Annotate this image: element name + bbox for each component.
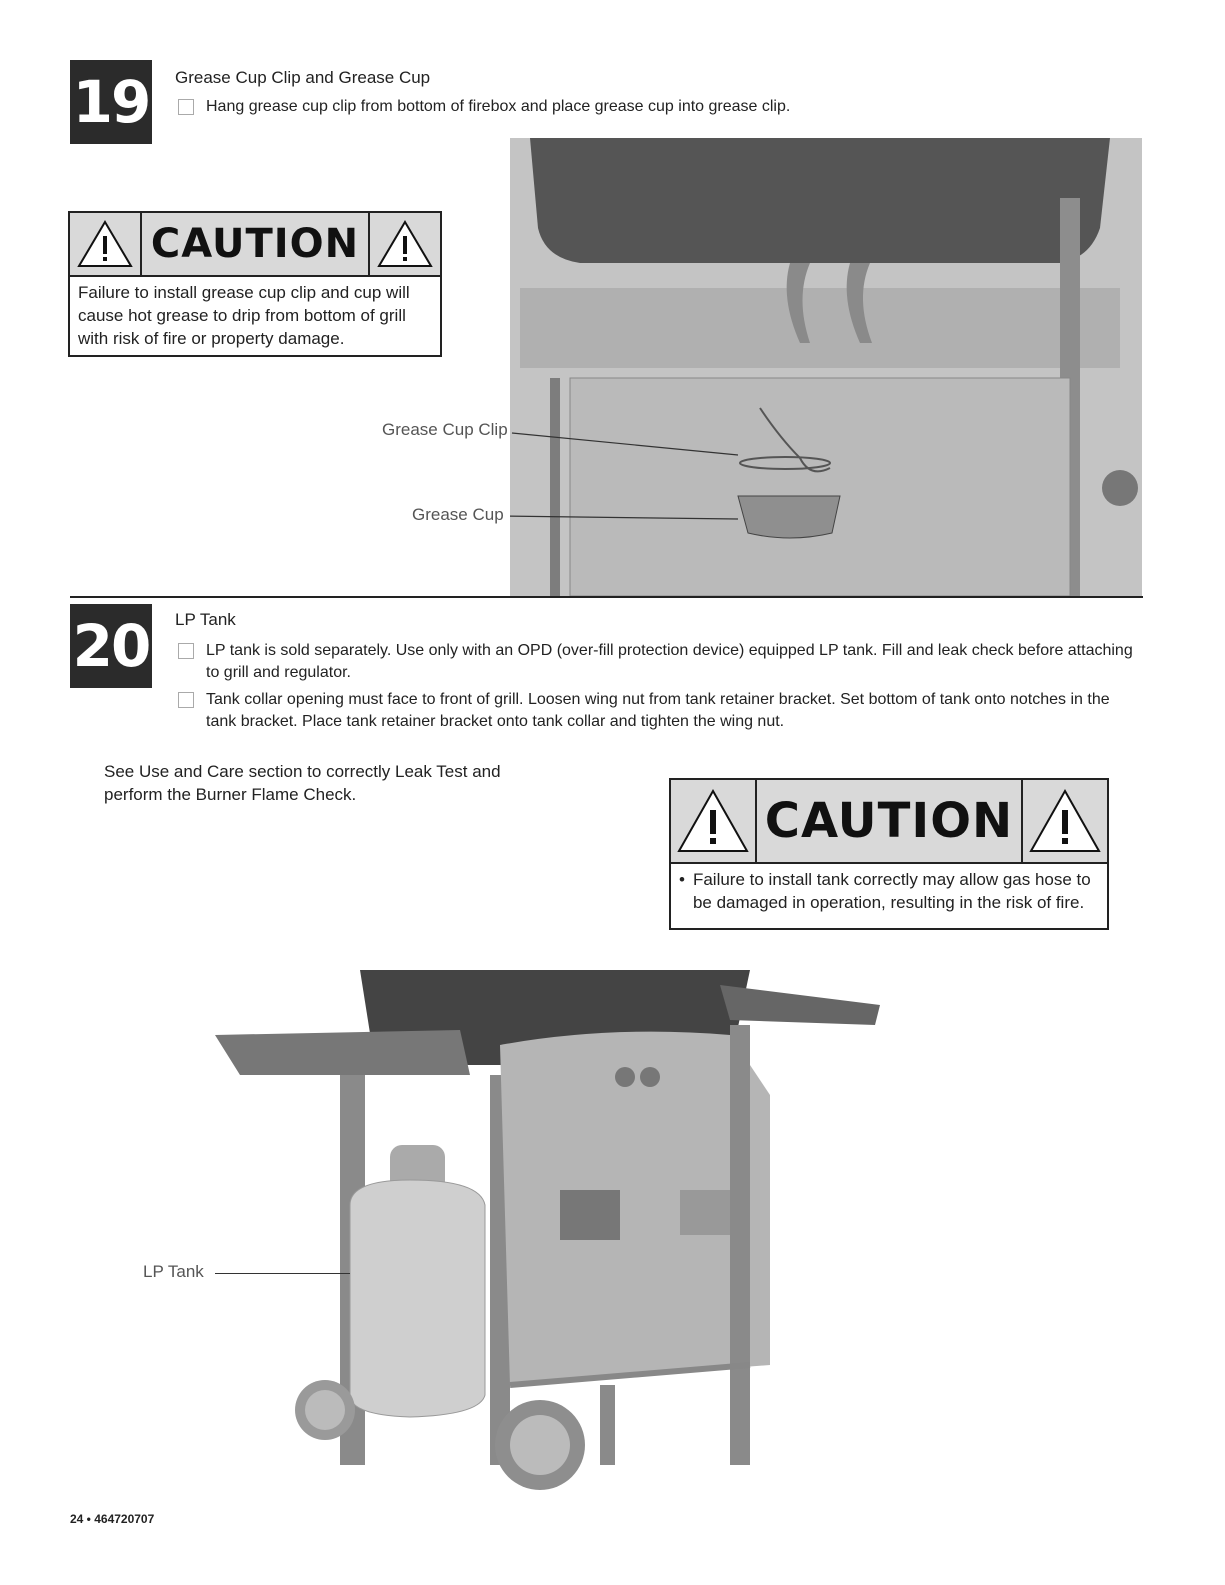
caution-box-grease xyxy=(68,211,442,357)
step-19-bullet: Hang grease cup clip from bottom of firebox and place grease cup into grease clip. xyxy=(178,96,1078,118)
caution-text: Failure to install grease cup clip and cup will cause hot grease to drip from bottom of grill with risk of fire or property damage. xyxy=(78,283,410,348)
page-footer: 24 • 464720707 xyxy=(70,1512,155,1526)
checkbox-icon xyxy=(178,643,194,659)
checkbox-icon xyxy=(178,692,194,708)
grill-lp-tank-illustration xyxy=(210,965,890,1495)
caution-heading: CAUTION xyxy=(755,780,1023,862)
grease-cup-label: Grease Cup xyxy=(412,505,504,524)
step-19-number: 19 xyxy=(70,60,152,144)
step-20-title: LP Tank xyxy=(175,610,236,629)
caution-text-wrap: • Failure to install tank correctly may allow gas hose to be damaged in operation, resulting in the risk of fire. xyxy=(671,864,1107,918)
caution-box-tank xyxy=(669,778,1109,930)
warning-triangle-icon xyxy=(1023,780,1107,862)
step-20-bullet-2: Tank collar opening must face to front of grill. Loosen wing nut from tank retainer bracket. Set bottom of tank onto notches in the tank bracket. Place tank retainer bracket onto tank collar and tighten the wing nut. xyxy=(178,689,1143,733)
warning-triangle-icon xyxy=(370,213,440,275)
callout-lines xyxy=(510,425,810,535)
lp-tank-label: LP Tank xyxy=(143,1262,204,1281)
section-divider xyxy=(70,596,1143,598)
lp-tank-callout-line xyxy=(215,1273,350,1274)
leak-test-note: See Use and Care section to correctly Leak Test and perform the Burner Flame Check. xyxy=(104,762,501,804)
caution-text: Failure to install tank correctly may allow gas hose to be damaged in operation, resulting in the risk of fire. xyxy=(692,870,1091,912)
warning-triangle-icon xyxy=(70,213,140,275)
step-20-bullet-1: LP tank is sold separately. Use only with an OPD (over-fill protection device) equipped LP tank. Fill and leak check before attaching to grill and regulator. xyxy=(178,640,1143,684)
caution-heading: CAUTION xyxy=(140,213,370,275)
grease-cup-clip-label: Grease Cup Clip xyxy=(382,420,508,439)
step-19-title: Grease Cup Clip and Grease Cup xyxy=(175,68,431,87)
step-20-number: 20 xyxy=(70,604,152,688)
checkbox-icon xyxy=(178,99,194,115)
warning-triangle-icon xyxy=(671,780,755,862)
